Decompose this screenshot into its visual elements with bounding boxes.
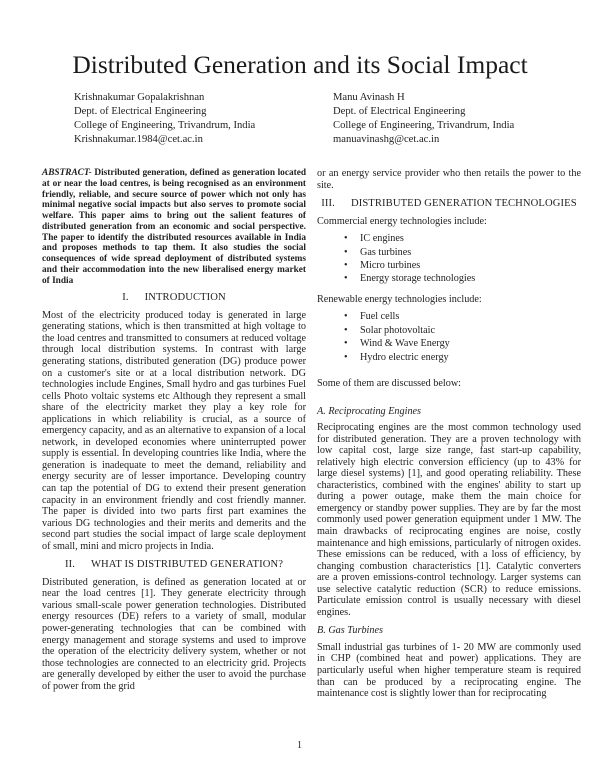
section-number: III. [321, 198, 335, 210]
list-item: • Gas turbines [344, 246, 581, 259]
section-title: DISTRIBUTED GENERATION TECHNOLOGIES [350, 198, 577, 210]
commercial-list [317, 232, 581, 286]
abstract-label: ABSTRACT- [42, 168, 92, 178]
author-dept: Dept. of Electrical Engineering [333, 106, 466, 117]
gas-turbines-paragraph: Small industrial gas turbines of 1- 20 MW are commonly used in CHP (combined heat and power) applications. They are particularly useful when higher temperature steam is required than can be produced by a reciprocating engine. The maintenance cost is slightly lower than for reciprocating [317, 641, 581, 700]
renewable-intro: Renewable energy technologies include: [317, 293, 482, 305]
author-block-1 [74, 91, 255, 147]
right-column [317, 168, 581, 707]
abstract-text: Distributed generation, defined as generation located at or near the load centres, is being recognised as an environment friendly, reliable, and secure source of power which not only has minimal negative social impacts but also serves to promote social welfare. This paper aims to bring out the salient features of distributed generation from an economic and social perspective. The paper to identify the distributed resources available in India and proposes methods to tap them. It also studies the social consequences of wide spread deployment of distributed systems and their accommodation into the new liberalised energy market of India [42, 168, 306, 286]
left-column [42, 168, 306, 699]
list-item: • Wind & Wave Energy [344, 337, 581, 350]
list-item: • IC engines [344, 232, 581, 245]
list-item: • Micro turbines [344, 259, 581, 272]
page-number: 1 [297, 740, 302, 751]
author-name: Manu Avinash H [333, 92, 405, 103]
subsection-heading-gas-turbines: B. Gas Turbines [317, 625, 383, 637]
discussed-below: Some of them are discussed below: [317, 377, 462, 389]
section-title: INTRODUCTION [144, 292, 226, 304]
list-item: • Hydro electric energy [344, 351, 581, 364]
renewable-list [317, 310, 581, 364]
author-email: Krishnakumar.1984@cet.ac.in [74, 134, 203, 145]
subsection-heading-reciprocating: A. Reciprocating Engines [317, 405, 422, 417]
author-email: manuavinashg@cet.ac.in [333, 134, 440, 145]
section-number: I. [122, 292, 129, 304]
section-number: II. [64, 559, 75, 571]
author-college: College of Engineering, Trivandrum, India [74, 120, 256, 131]
introduction-paragraph: Most of the electricity produced today is generated in large generating stations, which is then transmitted at high voltage to the load centres and transmitted to consumers at reduced voltage through local distribution systems. In contrast with large generating stations, distributed generation (DG) produce power on a customer's site or at a local distribution network. DG technologies include Engines, Small hydro and gas turbines Fuel cells Photo voltaic systems etc Although they represent a small share of the electricity market they play a key role for applications in which reliability is crucial, as a source of emergency capacity, and as an alternative to expansion of a local network, in developed economies where uninterrupted power supply is essential. In developing countries like India, where the generation is inadequate to meet the demand, reliability and energy security are of lesser importance. Developing country can tap the potential of DG to extend their present generation capacity in an environment friendly and cost friendly manner. The paper is divided into two parts first part examines the various DG technologies and their merits and demerits and the second part studies the social impact of large scale deployment of small, mini and micro projects in India. [42, 309, 306, 552]
section-title: WHAT IS DISTRIBUTED GENERATION? [90, 559, 284, 571]
section-heading-dg-technologies [317, 198, 581, 210]
abstract [42, 168, 306, 286]
author-college: College of Engineering, Trivandrum, India [333, 120, 515, 131]
list-item: • Fuel cells [344, 310, 581, 323]
reciprocating-paragraph: Reciprocating engines are the most common technology used for distributed generation. They are a proven technology with low capital cost, large size range, fast start-up capability, relatively high electric conversion efficiency (up to 43% for large diesel systems) [1], and good operating reliability. These characteristics, combined with the engines' ability to start up during a power outage, make them the main choice for emergency or standby power supplies. They are by far the most commonly used power generation equipment under 1 MW. The main drawbacks of reciprocating engines are noise, costly maintenance and high emissions, particularly of nitrogen oxides. These emissions can be reduced, with a loss of efficiency, by changing combustion characteristics [1]. Catalytic converters are a proven emissions-control technology. Larger systems can use selective catalytic reduction (SCR) to reduce emissions. Particulate emission control is usually necessary with diesel engines. [317, 422, 581, 618]
what-is-dg-continued: or an energy service provider who then retails the power to the site. [317, 168, 581, 191]
author-dept: Dept. of Electrical Engineering [74, 106, 207, 117]
list-item: • Energy storage technologies [344, 272, 581, 285]
author-name: Krishnakumar Gopalakrishnan [74, 92, 205, 103]
commercial-intro: Commercial energy technologies include: [317, 215, 487, 227]
author-block-2 [333, 91, 514, 147]
what-is-dg-paragraph: Distributed generation, is defined as generation located at or near the load centres [1]. They generate electricity through various small-scale power generation technologies. Distributed energy resources (DE) refers to a variety of small, modular power-generating technologies that can be combined with energy management and storage systems and used to improve the operation of the electricity delivery system, whether or not those technologies are connected to an electricity grid. Projects are generally developed by either the user to avoid the purchase of power from the grid [42, 576, 306, 692]
paper-title: Distributed Generation and its Social Impact [72, 50, 528, 79]
section-heading-what-is-dg [42, 559, 306, 571]
section-heading-introduction [42, 292, 306, 304]
list-item: • Solar photovoltaic [344, 324, 581, 337]
